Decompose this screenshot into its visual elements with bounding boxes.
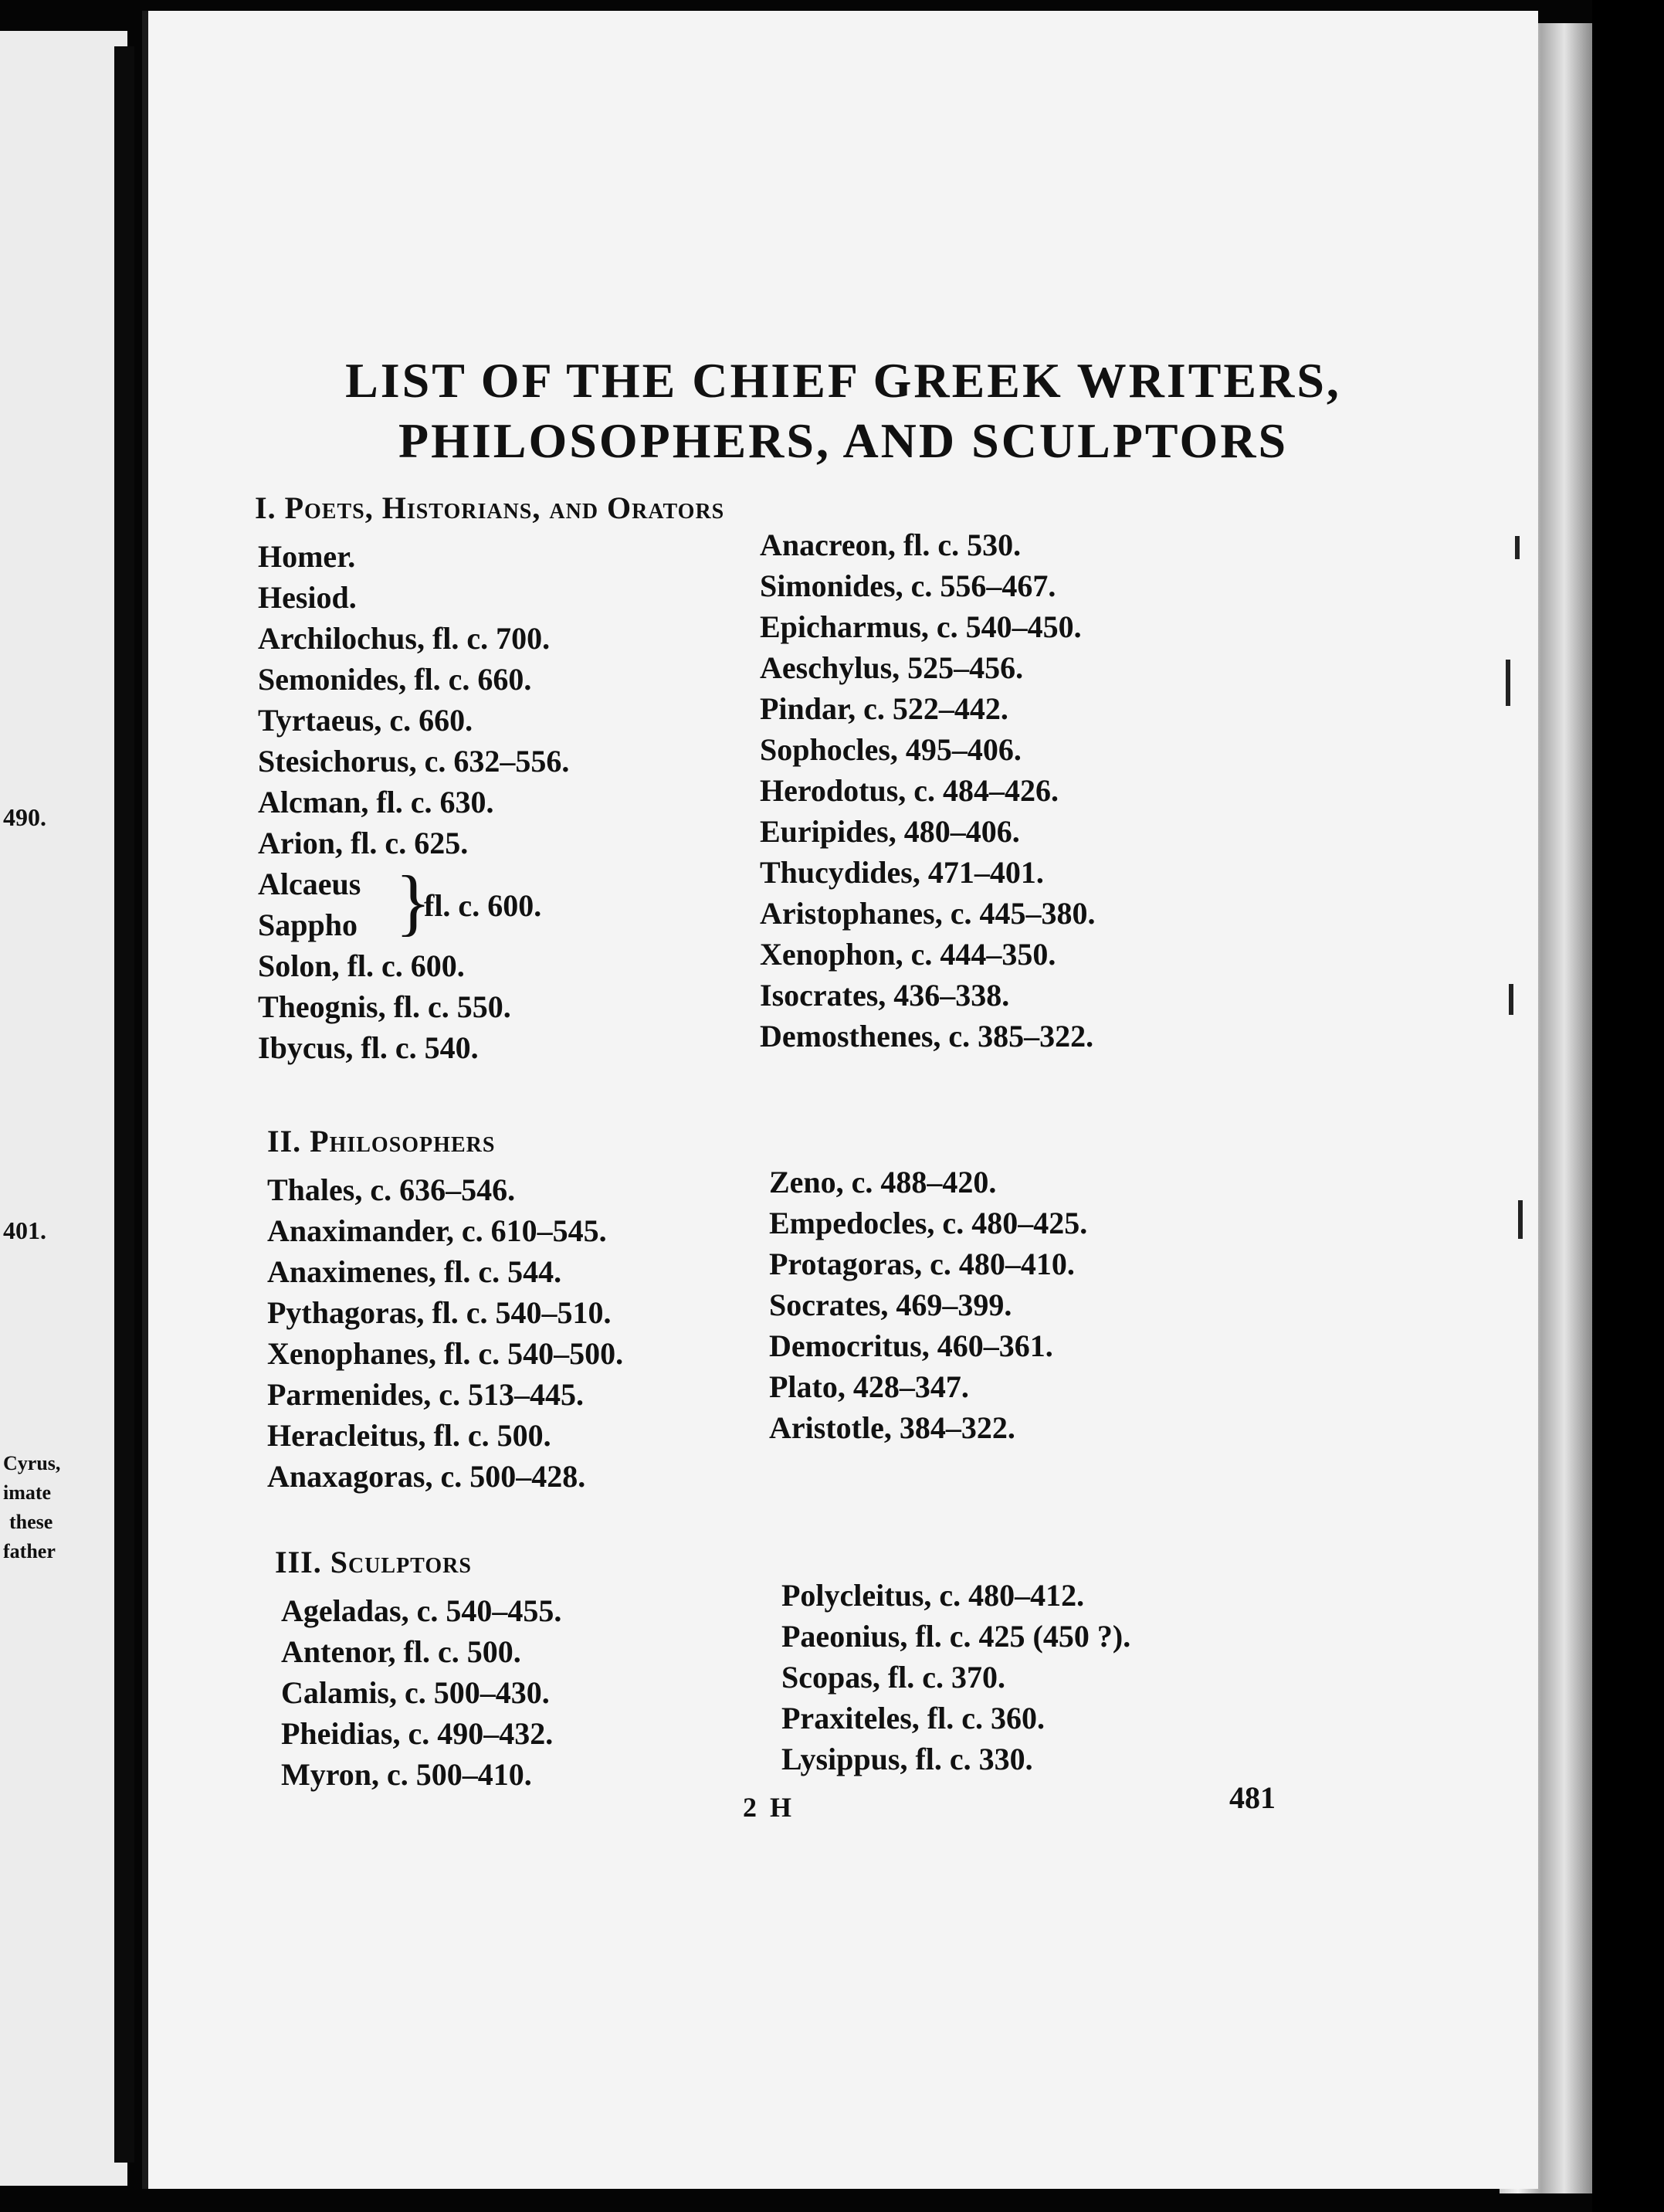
- list-item: Aeschylus, 525–456.: [760, 650, 1024, 685]
- list-item: Anacreon, fl. c. 530.: [760, 528, 1022, 562]
- list-item: Aristotle, 384–322.: [769, 1410, 1015, 1445]
- philosophers-left-column: [267, 1169, 623, 1497]
- list-item: Democritus, 460–361.: [769, 1328, 1053, 1363]
- poets-left-column: [258, 536, 569, 1068]
- list-item: Socrates, 469–399.: [769, 1288, 1012, 1322]
- list-item: Pindar, c. 522–442.: [760, 691, 1008, 726]
- list-item: Calamis, c. 500–430.: [281, 1675, 550, 1710]
- list-item: Isocrates, 436–338.: [760, 978, 1010, 1013]
- list-item: Empedocles, c. 480–425.: [769, 1206, 1088, 1240]
- section-heading-sculptors: [275, 1544, 472, 1580]
- section-title: Sculptors: [330, 1545, 472, 1579]
- scan-speck: [1515, 536, 1520, 559]
- list-item: Alcman, fl. c. 630.: [258, 785, 494, 819]
- section-numeral: I.: [255, 490, 276, 525]
- list-item: Euripides, 480–406.: [760, 814, 1020, 849]
- list-item: Theognis, fl. c. 550.: [258, 989, 511, 1024]
- list-item: Herodotus, c. 484–426.: [760, 773, 1059, 808]
- list-item: Thales, c. 636–546.: [267, 1172, 516, 1207]
- bracket-group: [258, 860, 569, 945]
- list-item: Demosthenes, c. 385–322.: [760, 1019, 1094, 1053]
- list-item: Epicharmus, c. 540–450.: [760, 609, 1082, 644]
- section-title: Philosophers: [310, 1124, 496, 1159]
- section-numeral: III.: [275, 1545, 322, 1579]
- prev-page-fragment: father: [3, 1540, 56, 1562]
- list-item: Arion, fl. c. 625.: [258, 826, 469, 860]
- list-item: Xenophanes, fl. c. 540–500.: [267, 1336, 624, 1371]
- list-item: Simonides, c. 556–467.: [760, 568, 1056, 603]
- book-gutter: [114, 46, 134, 2163]
- list-item: Archilochus, fl. c. 700.: [258, 621, 551, 656]
- prev-page-fragment: imate: [3, 1481, 52, 1504]
- list-item: Zeno, c. 488–420.: [769, 1165, 997, 1199]
- list-item: Protagoras, c. 480–410.: [769, 1247, 1075, 1281]
- list-item: Parmenides, c. 513–445.: [267, 1377, 584, 1412]
- list-item: Semonides, fl. c. 660.: [258, 662, 532, 697]
- list-item: Paeonius, fl. c. 425 (450 ?).: [781, 1619, 1131, 1654]
- list-item: Anaximenes, fl. c. 544.: [267, 1254, 562, 1289]
- list-item: Homer.: [258, 539, 356, 574]
- page-title: [148, 351, 1538, 471]
- list-item: Polycleitus, c. 480–412.: [781, 1578, 1085, 1613]
- list-item: Lysippus, fl. c. 330.: [781, 1742, 1033, 1776]
- list-item: Praxiteles, fl. c. 360.: [781, 1701, 1045, 1735]
- scan-speck: [1518, 1200, 1523, 1239]
- bracket-name: Alcaeus: [258, 867, 361, 901]
- list-item: Heracleitus, fl. c. 500.: [267, 1418, 551, 1453]
- list-item: Plato, 428–347.: [769, 1369, 969, 1404]
- section-title: Poets, Historians, and Orators: [284, 490, 725, 525]
- page-number: 481: [1229, 1780, 1276, 1815]
- list-item: Solon, fl. c. 600.: [258, 948, 465, 983]
- list-item: Anaxagoras, c. 500–428.: [267, 1459, 586, 1494]
- title-line-2: PHILOSOPHERS, AND SCULPTORS: [398, 413, 1289, 468]
- list-item: Hesiod.: [258, 580, 357, 615]
- scan-speck: [1509, 984, 1513, 1015]
- list-item: Pythagoras, fl. c. 540–510.: [267, 1295, 612, 1330]
- section-numeral: II.: [267, 1124, 302, 1159]
- book-page: [142, 11, 1538, 2189]
- sculptors-right-column: [781, 1575, 1130, 1779]
- sculptors-left-column: [281, 1590, 561, 1795]
- list-item: Stesichorus, c. 632–556.: [258, 744, 570, 779]
- list-item: Scopas, fl. c. 370.: [781, 1660, 1005, 1695]
- list-item: Antenor, fl. c. 500.: [281, 1634, 521, 1669]
- list-item: Thucydides, 471–401.: [760, 855, 1044, 890]
- list-item: Ibycus, fl. c. 540.: [258, 1030, 479, 1065]
- signature-mark: 2 H: [743, 1792, 795, 1823]
- title-line-1: LIST OF THE CHIEF GREEK WRITERS,: [345, 353, 1341, 408]
- list-item: Tyrtaeus, c. 660.: [258, 703, 473, 738]
- prev-page-fragment: these: [9, 1511, 53, 1533]
- section-heading-poets: [255, 490, 724, 526]
- list-item: Aristophanes, c. 445–380.: [760, 896, 1096, 931]
- list-item: Ageladas, c. 540–455.: [281, 1593, 562, 1628]
- poets-right-column: [760, 524, 1095, 1057]
- list-item: Sophocles, 495–406.: [760, 732, 1022, 767]
- list-item: Pheidias, c. 490–432.: [281, 1716, 554, 1751]
- scan-speck: [1506, 660, 1510, 706]
- list-item: Xenophon, c. 444–350.: [760, 937, 1056, 972]
- philosophers-right-column: [769, 1162, 1087, 1448]
- bracket-name: Sappho: [258, 908, 358, 942]
- brace-symbol: }: [395, 860, 432, 943]
- previous-page-edge: [0, 31, 127, 2186]
- section-heading-philosophers: [267, 1123, 495, 1159]
- list-item: Anaximander, c. 610–545.: [267, 1213, 607, 1248]
- bracket-date: fl. c. 600.: [424, 888, 542, 923]
- prev-page-fragment: 401.: [3, 1216, 46, 1244]
- scan-background: [1592, 0, 1664, 2212]
- prev-page-fragment: Cyrus,: [3, 1452, 61, 1474]
- list-item: Myron, c. 500–410.: [281, 1757, 532, 1792]
- prev-page-fragment: 490.: [3, 803, 46, 831]
